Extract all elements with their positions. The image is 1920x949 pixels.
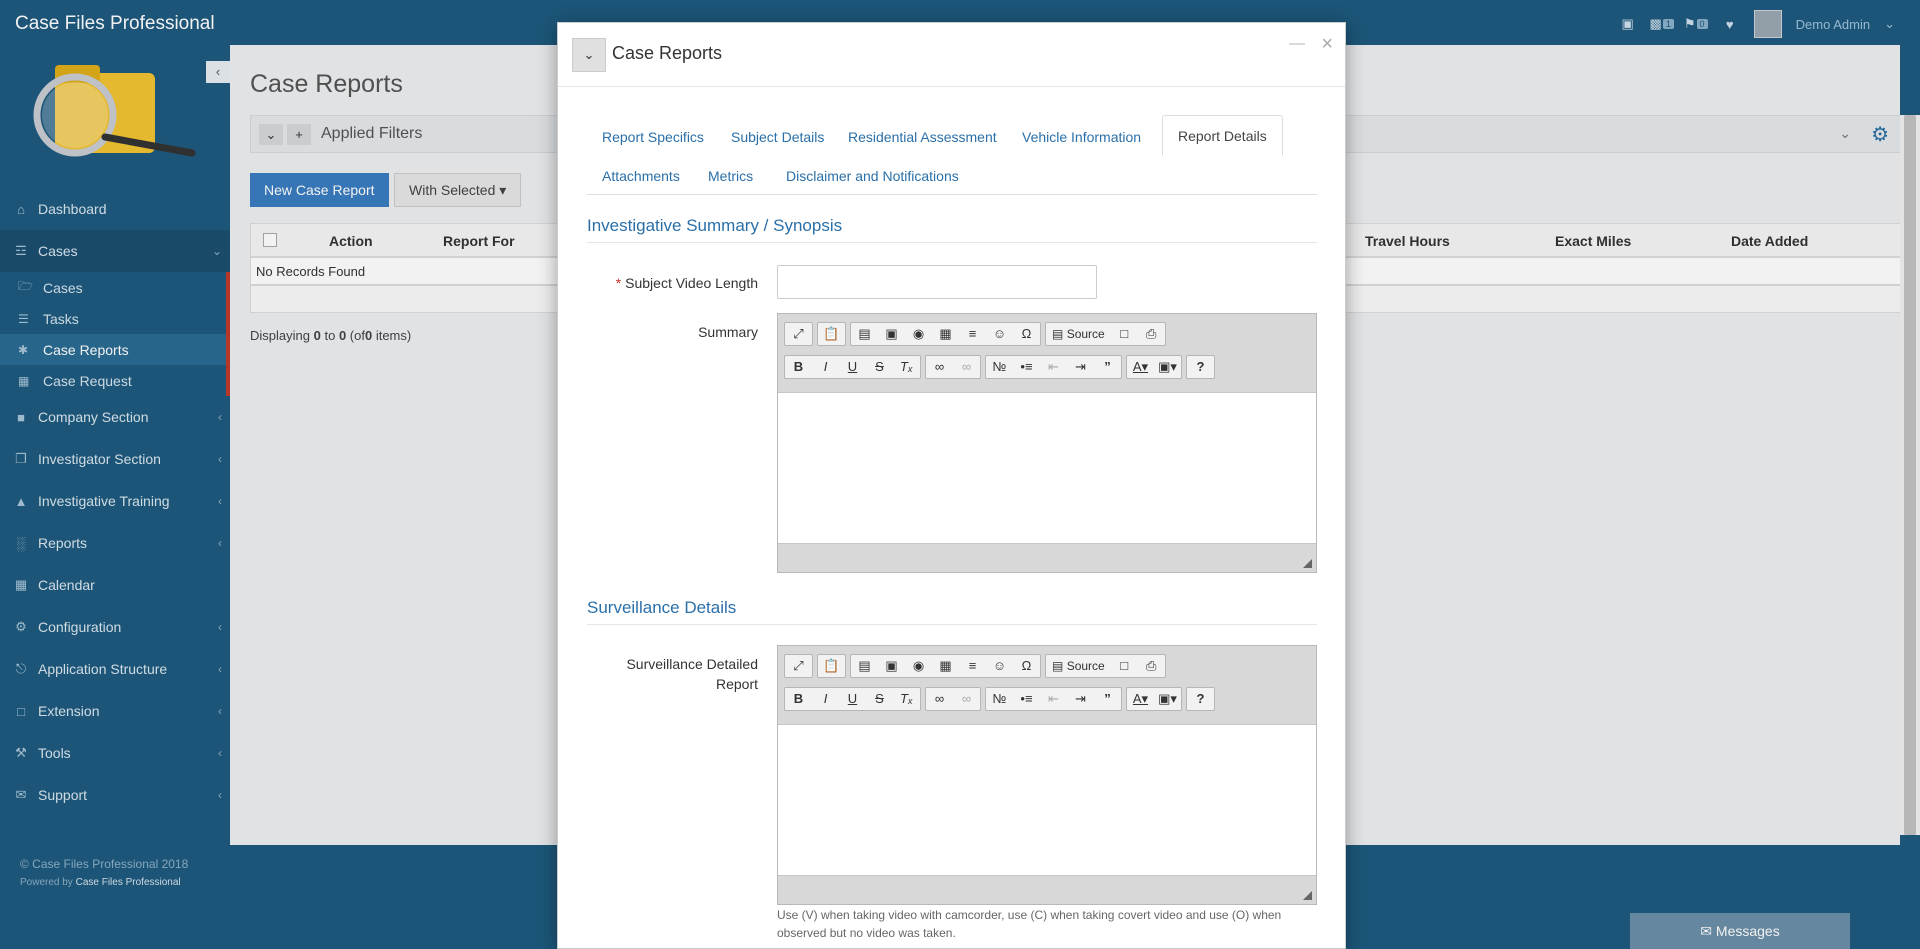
- special-char-icon[interactable]: Ω: [1021, 326, 1032, 341]
- maximize-icon[interactable]: ⤢: [793, 658, 804, 673]
- editor-toolbar-row: [784, 687, 1215, 711]
- modal-header: [558, 23, 1345, 87]
- empty-state-text: No Records Found: [256, 264, 366, 279]
- sidebar-item-label: Reports: [38, 535, 88, 551]
- section-title-investigative-summary: Investigative Summary / Synopsis: [587, 216, 1317, 243]
- chevron-down-icon: ⌄: [211, 244, 222, 258]
- editor-statusbar: [778, 876, 1316, 904]
- remove-format-icon[interactable]: Tₓ: [900, 359, 913, 374]
- editor-group: [784, 355, 921, 379]
- required-asterisk: *: [615, 275, 622, 291]
- asterisk-icon: ✱: [18, 342, 29, 357]
- with-selected-label: With Selected: [409, 182, 496, 198]
- chevron-left-icon: ‹: [218, 704, 222, 718]
- tab-subject-details[interactable]: Subject Details: [731, 129, 825, 145]
- editor-toolbar-row: [784, 322, 1166, 346]
- horizontal-rule-icon[interactable]: ≡: [968, 658, 977, 673]
- column-header-action[interactable]: Action: [329, 233, 373, 249]
- underline-icon[interactable]: U: [847, 359, 858, 374]
- section-title-surveillance-details: Surveillance Details: [587, 598, 1317, 625]
- chevron-left-icon: ‹: [218, 410, 222, 424]
- surveillance-rich-text-editor: [777, 645, 1317, 905]
- modal-title: Case Reports: [612, 43, 723, 63]
- chevron-left-icon: ‹: [218, 788, 222, 802]
- modal-collapse-button[interactable]: ⌄: [572, 38, 606, 72]
- sidebar-item-label: Company Section: [38, 409, 149, 425]
- cases-count-badge: 1: [1663, 19, 1674, 29]
- remove-format-icon[interactable]: Tₓ: [900, 691, 913, 706]
- editor-toolbar-row: [784, 654, 1166, 678]
- footer-copyright: © Case Files Professional 2018: [20, 857, 189, 871]
- editor-group: [784, 654, 813, 678]
- unlink-icon[interactable]: ∞: [961, 691, 972, 706]
- table-icon[interactable]: ▦: [939, 658, 952, 673]
- chevron-left-icon: ‹: [218, 620, 222, 634]
- underline-icon[interactable]: U: [847, 691, 858, 706]
- blockquote-icon[interactable]: ”: [1104, 691, 1111, 706]
- bold-icon[interactable]: B: [793, 691, 804, 706]
- strikethrough-icon[interactable]: S: [875, 691, 884, 706]
- tab-report-specifics[interactable]: Report Specifics: [602, 129, 704, 145]
- surveillance-report-label: [587, 654, 758, 694]
- numbered-list-icon[interactable]: №: [992, 359, 1007, 374]
- sidebar-item-label: Calendar: [38, 577, 95, 593]
- editor-group: [850, 654, 1041, 678]
- sidebar-subitem-label: Case Reports: [43, 341, 129, 358]
- editor-group: [1186, 355, 1215, 379]
- editor-group: [817, 322, 846, 346]
- video-length-label: [587, 273, 758, 293]
- app-brand[interactable]: Case Files Professional: [15, 13, 215, 34]
- table-icon[interactable]: ▦: [939, 326, 952, 341]
- source-icon: ▤: [1052, 327, 1064, 341]
- image-icon[interactable]: ▣: [885, 326, 898, 341]
- copy-icon: ❐: [15, 451, 27, 466]
- cube-icon: □: [17, 703, 25, 719]
- source-button[interactable]: [1046, 323, 1111, 345]
- tab-metrics[interactable]: Metrics: [708, 168, 754, 184]
- sidebar-item-label: Application Structure: [38, 661, 168, 677]
- iframe-icon[interactable]: ◉: [912, 658, 925, 673]
- editor-group: [985, 355, 1122, 379]
- new-page-icon[interactable]: □: [1120, 658, 1129, 673]
- maximize-icon[interactable]: ⤢: [793, 326, 804, 341]
- subject-video-length-input[interactable]: [777, 265, 1097, 299]
- editor-group: [1045, 654, 1166, 678]
- surveillance-label-line1: Surveillance Detailed: [626, 656, 758, 672]
- page-title: Case Reports: [250, 70, 403, 98]
- outdent-icon[interactable]: ⇤: [1048, 691, 1059, 706]
- column-header-travel-hours[interactable]: Travel Hours: [1365, 233, 1450, 249]
- smiley-icon[interactable]: ☺: [992, 658, 1007, 673]
- folder-open-icon: 🗁: [18, 279, 33, 293]
- tab-disclaimer-and-notifications[interactable]: Disclaimer and Notifications: [786, 168, 959, 184]
- surveillance-label-line2: Report: [715, 676, 758, 692]
- editor-group: [784, 322, 813, 346]
- column-header-exact-miles[interactable]: Exact Miles: [1555, 233, 1632, 249]
- outdent-icon[interactable]: ⇤: [1048, 359, 1059, 374]
- summary-rich-text-editor: [777, 313, 1317, 573]
- smiley-icon[interactable]: ☺: [992, 326, 1007, 341]
- image-icon[interactable]: ▣: [885, 658, 898, 673]
- gear-icon: ⚙: [15, 619, 27, 634]
- tasks-icon: ☰: [18, 311, 29, 326]
- tab-vehicle-information[interactable]: Vehicle Information: [1022, 129, 1142, 145]
- source-button[interactable]: [1046, 655, 1111, 677]
- editor-group: [784, 687, 921, 711]
- sidebar-item-label: Dashboard: [38, 201, 107, 217]
- numbered-list-icon[interactable]: №: [992, 691, 1007, 706]
- modal-tabs: [587, 117, 1317, 195]
- column-header-report-for[interactable]: Report For: [443, 233, 515, 249]
- sidebar-item-label: Extension: [38, 703, 100, 719]
- display-to: 0: [338, 328, 347, 343]
- tags-icon[interactable]: ⚑ 0: [1686, 16, 1706, 32]
- bulleted-list-icon[interactable]: •≡: [1020, 359, 1033, 374]
- editor-toolbar-row: [784, 355, 1215, 379]
- sidebar-item-label: Tools: [38, 745, 71, 761]
- form-icon[interactable]: ▤: [858, 658, 871, 673]
- indent-icon[interactable]: ⇥: [1075, 691, 1086, 706]
- chevron-down-icon[interactable]: ⌄: [1884, 16, 1895, 31]
- tab-report-details[interactable]: Report Details: [1162, 115, 1283, 156]
- close-icon[interactable]: ×: [1321, 33, 1333, 55]
- tags-count-badge: 0: [1697, 19, 1708, 29]
- editor-group: [1126, 687, 1182, 711]
- wrench-icon: ⚒: [15, 745, 27, 760]
- editor-group: [850, 322, 1041, 346]
- special-char-icon[interactable]: Ω: [1021, 658, 1032, 673]
- source-label: Source: [1066, 659, 1105, 673]
- sidebar-collapse-button[interactable]: ‹: [206, 61, 230, 83]
- editor-group: [1186, 687, 1215, 711]
- gear-icon[interactable]: ⚙: [1871, 124, 1889, 146]
- comments-icon: ✉: [1700, 923, 1713, 939]
- briefcase-icon[interactable]: ▩ 1: [1652, 16, 1672, 32]
- case-reports-modal: [557, 22, 1346, 949]
- chevron-left-icon: ‹: [218, 662, 222, 676]
- strikethrough-icon[interactable]: S: [875, 359, 884, 374]
- tab-attachments[interactable]: Attachments: [602, 168, 680, 184]
- sidebar-item-label: Investigative Training: [38, 493, 170, 509]
- sidebar-subitem-label: Cases: [43, 279, 83, 296]
- sidebar-subitem-label: Case Request: [43, 372, 132, 389]
- new-case-report-button[interactable]: New Case Report: [250, 173, 389, 207]
- italic-icon[interactable]: I: [823, 359, 828, 374]
- lock-icon: ■: [17, 409, 25, 425]
- add-filter-button[interactable]: +: [287, 124, 311, 145]
- unlink-icon[interactable]: ∞: [961, 359, 972, 374]
- help-icon[interactable]: ?: [1196, 691, 1205, 706]
- form-icon[interactable]: ▤: [858, 326, 871, 341]
- editor-toolbar: [778, 314, 1316, 392]
- summary-editor-content[interactable]: [778, 392, 1316, 544]
- sidebar-subitem-label: Tasks: [43, 310, 79, 327]
- editor-group: [925, 687, 981, 711]
- help-icon[interactable]: ?: [1196, 359, 1205, 374]
- chevron-down-icon[interactable]: ⌄: [1839, 125, 1851, 141]
- blockquote-icon[interactable]: ”: [1104, 359, 1111, 374]
- surveillance-help-text: Use (V) when taking video with camcorder, use (C) when taking covert video and use (O) when observed but no video was taken.: [777, 908, 1282, 940]
- list-alt-icon: ▦: [18, 373, 30, 388]
- link-icon[interactable]: ∞: [934, 691, 945, 706]
- bulleted-list-icon[interactable]: •≡: [1020, 691, 1033, 706]
- bell-icon[interactable]: ♥: [1725, 16, 1734, 32]
- paste-icon[interactable]: 📋: [823, 326, 840, 341]
- italic-icon[interactable]: I: [823, 691, 828, 706]
- chevron-left-icon: ‹: [218, 494, 222, 508]
- editor-toolbar: [778, 646, 1316, 724]
- chevron-left-icon: ‹: [218, 452, 222, 466]
- display-to-word: to: [324, 328, 336, 343]
- database-icon: ☲: [15, 243, 27, 258]
- chevron-left-icon: ‹: [218, 746, 222, 760]
- caret-down-icon: ▾: [499, 182, 507, 198]
- video-length-label-text: Subject Video Length: [625, 275, 758, 291]
- new-page-icon[interactable]: □: [1120, 326, 1129, 341]
- chevron-left-icon: ‹: [218, 536, 222, 550]
- bold-icon[interactable]: B: [793, 359, 804, 374]
- text-color-icon[interactable]: A▾: [1132, 359, 1149, 374]
- display-of-word: (of: [349, 328, 365, 343]
- sidebar-item-label: Configuration: [38, 619, 122, 635]
- summary-label: Summary: [698, 324, 758, 340]
- print-icon[interactable]: ⎙: [1146, 326, 1157, 341]
- surveillance-editor-content[interactable]: [778, 724, 1316, 876]
- envelope-icon: ✉: [15, 787, 27, 802]
- link-icon[interactable]: ∞: [934, 359, 945, 374]
- sidebar-item-label: Cases: [38, 243, 78, 259]
- tab-residential-assessment[interactable]: Residential Assessment: [848, 129, 997, 145]
- filters-label: Applied Filters: [321, 125, 423, 142]
- iframe-icon[interactable]: ◉: [912, 326, 925, 341]
- money-icon[interactable]: ▣: [1621, 16, 1634, 31]
- footer-powered-link[interactable]: Case Files Professional: [75, 877, 181, 888]
- editor-group: [817, 654, 846, 678]
- messages-label: Messages: [1715, 923, 1780, 939]
- print-icon[interactable]: ⎙: [1146, 658, 1157, 673]
- minimize-icon[interactable]: —: [1289, 35, 1305, 52]
- editor-group: [985, 687, 1122, 711]
- editor-group: [925, 355, 981, 379]
- text-color-icon[interactable]: A▾: [1132, 691, 1149, 706]
- footer-powered-prefix: Powered by: [20, 877, 73, 888]
- display-prefix: Displaying: [250, 328, 310, 343]
- paste-icon[interactable]: 📋: [823, 658, 840, 673]
- indent-icon[interactable]: ⇥: [1075, 359, 1086, 374]
- display-suffix: items): [375, 328, 412, 343]
- user-menu[interactable]: Demo Admin: [1795, 16, 1871, 32]
- filters-collapse-button[interactable]: ⌄: [259, 124, 283, 145]
- editor-group: [1045, 322, 1166, 346]
- display-from: 0: [313, 328, 321, 343]
- sitemap-icon: ⎋: [15, 661, 27, 676]
- calendar-icon: ▦: [14, 577, 28, 592]
- home-icon: ⌂: [17, 201, 25, 217]
- source-label: Source: [1066, 327, 1105, 341]
- display-total: 0: [364, 328, 373, 343]
- sidebar-item-label: Support: [38, 787, 88, 803]
- bar-chart-icon: ░: [16, 535, 26, 551]
- editor-statusbar: [778, 544, 1316, 572]
- column-header-date-added[interactable]: Date Added: [1731, 233, 1809, 249]
- resize-handle-icon[interactable]: [1303, 559, 1312, 568]
- sidebar-item-label: Investigator Section: [38, 451, 161, 467]
- background-color-icon[interactable]: ▣▾: [1158, 691, 1177, 706]
- background-color-icon[interactable]: ▣▾: [1158, 359, 1177, 374]
- resize-handle-icon[interactable]: [1303, 891, 1312, 900]
- source-icon: ▤: [1052, 659, 1064, 673]
- editor-group: [1126, 355, 1182, 379]
- horizontal-rule-icon[interactable]: ≡: [968, 326, 977, 341]
- graduation-cap-icon: ▲: [14, 493, 28, 509]
